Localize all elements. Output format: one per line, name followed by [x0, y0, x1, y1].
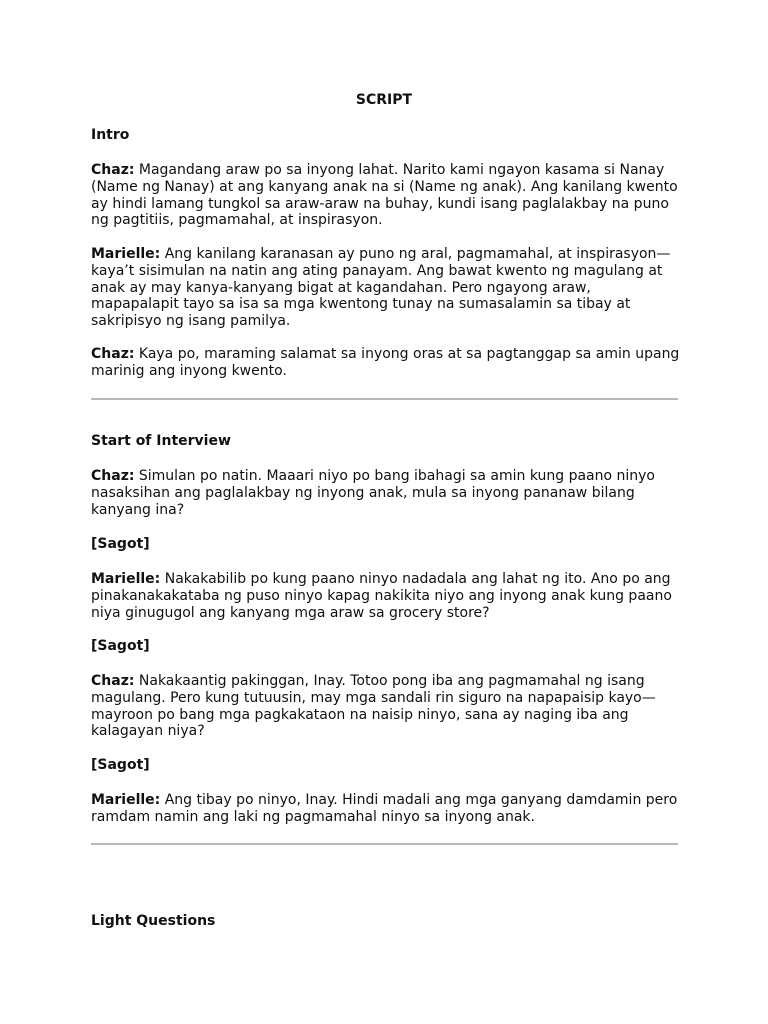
speaker-label: Marielle: — [91, 792, 161, 808]
dialogue-line — [91, 792, 681, 826]
dialogue-text: Ang kanilang karanasan ay puno ng aral, pagmamahal, at inspirasyon—kaya’t sisimulan na natin ang ating panayam. Ang bawat kwento ng magulang at anak ay may kanya-kanyang bigat at kagandahan. Pero ngayong araw, mapapalapit tayo sa isa sa mga kwentong tunay na sumasalamin sa tibay at sakripisyo ng isang pamilya. — [91, 246, 671, 330]
section-divider — [91, 843, 678, 845]
dialogue-text: Nakakaantig pakinggan, Inay. Totoo pong iba ang pagmamahal ng isang magulang. Pero kung tutuusin, may mga sandali rin siguro na napapaisip kayo—mayroon po bang mga pagkakataon na naisip ninyo, sana ay naging iba ang kalagayan niya? — [91, 673, 656, 740]
dialogue-text: Kaya po, maraming salamat sa inyong oras at sa pagtanggap sa amin upang marinig ang inyong kwento. — [91, 346, 680, 379]
dialogue-text: Ang tibay po ninyo, Inay. Hindi madali ang mga ganyang damdamin pero ramdam namin ang laki ng pagmamahal ninyo sa inyong anak. — [91, 792, 678, 825]
speaker-label: Chaz: — [91, 162, 135, 178]
section-heading-interview: Start of Interview — [91, 433, 231, 449]
dialogue-text: Magandang araw po sa inyong lahat. Narito kami ngayon kasama si Nanay (Name ng Nanay) at ang kanyang anak na si (Name ng anak). Ang kanilang kwento ay hindi lamang tungkol sa araw-araw na buhay, kundi isang paglalakbay na puno ng pagtitiis, pagmamahal, at inspirasyon. — [91, 162, 678, 229]
dialogue-line — [91, 346, 681, 380]
answer-placeholder: [Sagot] — [91, 536, 150, 552]
speaker-label: Chaz: — [91, 673, 135, 689]
page-title: SCRIPT — [355, 92, 413, 108]
section-heading-intro: Intro — [91, 127, 130, 143]
answer-placeholder: [Sagot] — [91, 638, 150, 654]
dialogue-line — [91, 246, 681, 330]
answer-placeholder: [Sagot] — [91, 757, 150, 773]
speaker-label: Chaz: — [91, 346, 135, 362]
dialogue-text: Simulan po natin. Maaari niyo po bang ibahagi sa amin kung paano ninyo nasaksihan ang paglalakbay ng inyong anak, mula sa inyong pananaw bilang kanyang ina? — [91, 468, 655, 518]
speaker-label: Marielle: — [91, 246, 161, 262]
dialogue-line — [91, 571, 681, 621]
dialogue-line — [91, 673, 681, 740]
speaker-label: Chaz: — [91, 468, 135, 484]
section-heading-light-questions: Light Questions — [91, 913, 216, 929]
dialogue-line — [91, 468, 681, 518]
section-divider — [91, 398, 678, 400]
speaker-label: Marielle: — [91, 571, 161, 587]
dialogue-line — [91, 162, 681, 229]
dialogue-text: Nakakabilib po kung paano ninyo nadadala ang lahat ng ito. Ano po ang pinakanakakataba ng puso ninyo kapag nakikita niyo ang inyong anak kung paano niya ginugugol ang kanyang mga araw sa grocery store? — [91, 571, 672, 621]
